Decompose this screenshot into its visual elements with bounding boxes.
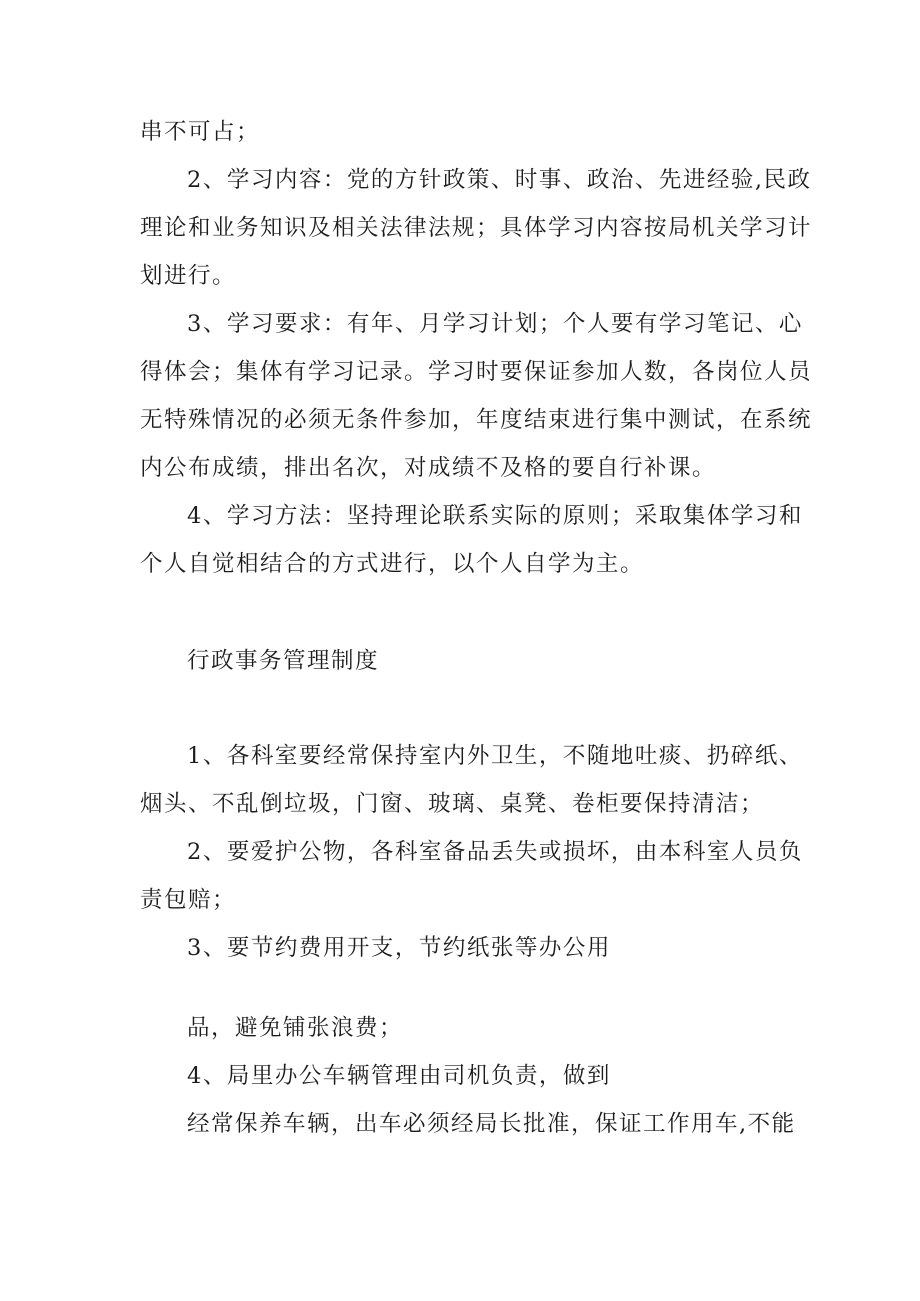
section-heading: 行政事务管理制度 (187, 648, 380, 674)
text-line: 4、局里办公车辆管理由司机负责，做到 (187, 1063, 611, 1089)
text-line: 2、学习内容：党的方针政策、时事、政治、先进经验,民政 (187, 167, 812, 193)
text-line: 2、要爱护公物，各科室备品丢失或损坏，由本科室人员负 (187, 839, 803, 865)
text-line: 4、学习方法：坚持理论联系实际的原则；采取集体学习和 (187, 503, 803, 529)
text-line: 无特殊情况的必须无条件参加，年度结束进行集中测试，在系统 (140, 407, 813, 433)
text-line: 串不可占； (140, 119, 261, 145)
text-line: 烟头、不乱倒垃圾，门窗、玻璃、桌凳、卷柜要保持清洁； (140, 791, 765, 817)
text-line: 理论和业务知识及相关法律法规；具体学习内容按局机关学习计 (140, 215, 813, 241)
text-line: 3、学习要求：有年、月学习计划；个人要有学习笔记、心 (187, 311, 803, 337)
text-line: 内公布成绩，排出名次，对成绩不及格的要自行补课。 (140, 455, 717, 481)
text-line: 划进行。 (140, 263, 237, 289)
text-line: 得体会；集体有学习记录。学习时要保证参加人数，各岗位人员 (140, 359, 813, 385)
text-line: 经常保养车辆，出车必须经局长批准，保证工作用车,不能 (187, 1111, 796, 1137)
text-line: 个人自觉相结合的方式进行，以个人自学为主。 (140, 551, 645, 577)
text-line: 责包赔； (140, 887, 237, 913)
text-line: 1、各科室要经常保持室内外卫生，不随地吐痰、扔碎纸、 (187, 743, 803, 769)
text-line: 品，避免铺张浪费； (187, 1015, 404, 1041)
text-line: 3、要节约费用开支，节约纸张等办公用 (187, 935, 611, 961)
